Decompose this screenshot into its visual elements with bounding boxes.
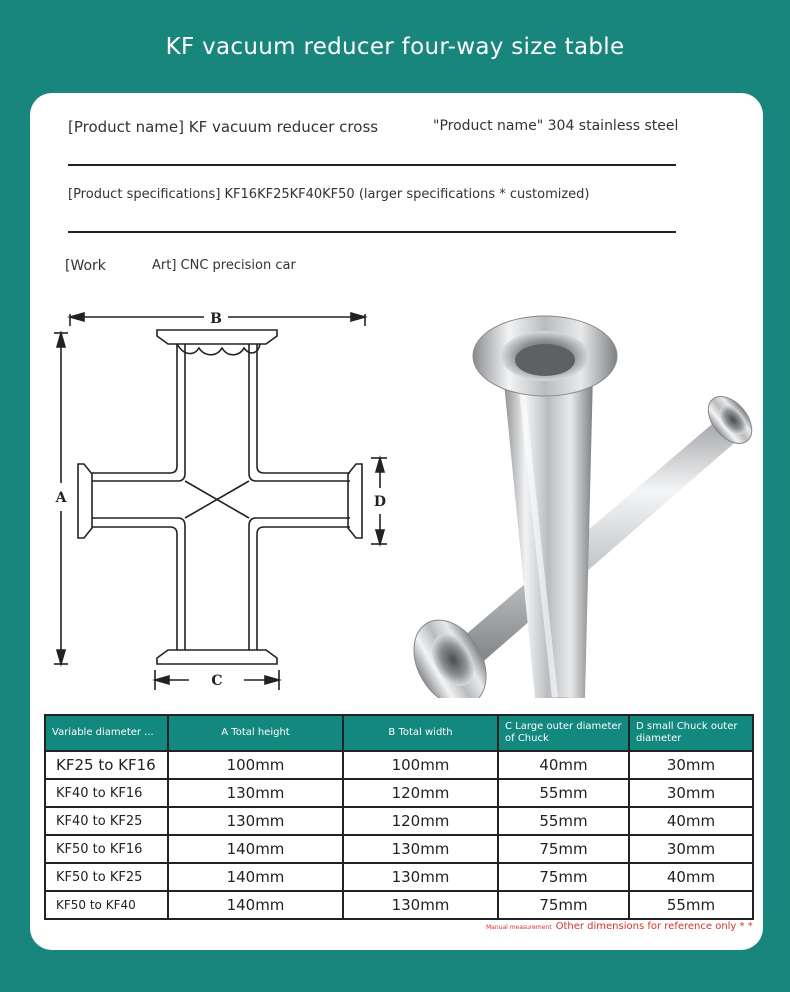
footnote bbox=[486, 921, 753, 932]
cross-diagram bbox=[44, 298, 394, 698]
label-a: A bbox=[55, 490, 67, 506]
label-c: C bbox=[211, 673, 223, 689]
product-photo bbox=[395, 298, 755, 698]
table-cell: KF50 to KF25 bbox=[45, 863, 168, 891]
table-cell: 40mm bbox=[498, 751, 629, 779]
table-row bbox=[45, 891, 753, 919]
table-cell: 75mm bbox=[498, 891, 629, 919]
table-row bbox=[45, 807, 753, 835]
table-cell: KF25 to KF16 bbox=[45, 751, 168, 779]
table-cell: 40mm bbox=[629, 807, 753, 835]
header-b-total-width: B Total width bbox=[343, 715, 498, 751]
work-label: [Work bbox=[65, 258, 106, 274]
table-cell: 30mm bbox=[629, 751, 753, 779]
header-c-large-outer-diameter: C Large outer diameter of Chuck bbox=[498, 715, 629, 751]
table-cell: KF40 to KF25 bbox=[45, 807, 168, 835]
table-cell: 75mm bbox=[498, 835, 629, 863]
specifications-text: [Product specifications] KF16KF25KF40KF50 (larger specifications * customized) bbox=[68, 187, 590, 202]
table-cell: 130mm bbox=[168, 807, 343, 835]
table-cell: 130mm bbox=[343, 863, 498, 891]
table-header-row bbox=[45, 715, 753, 751]
table-cell: 100mm bbox=[343, 751, 498, 779]
table-cell: 40mm bbox=[629, 863, 753, 891]
footnote-small: Manual measurement bbox=[486, 924, 552, 931]
table-cell: 75mm bbox=[498, 863, 629, 891]
label-d: D bbox=[373, 494, 387, 510]
table-row bbox=[45, 863, 753, 891]
table-cell: 140mm bbox=[168, 835, 343, 863]
work-value: Art] CNC precision car bbox=[152, 258, 296, 273]
table-cell: 55mm bbox=[498, 779, 629, 807]
info-card bbox=[30, 93, 763, 950]
table-cell: 30mm bbox=[629, 779, 753, 807]
product-name-text: [Product name] KF vacuum reducer cross bbox=[68, 118, 379, 136]
table-row bbox=[45, 779, 753, 807]
table-cell: 130mm bbox=[343, 891, 498, 919]
table-cell: 55mm bbox=[498, 807, 629, 835]
header-d-small-outer-diameter: D small Chuck outer diameter bbox=[629, 715, 753, 751]
table-row bbox=[45, 835, 753, 863]
material-text: "Product name" 304 stainless steel bbox=[433, 118, 679, 134]
size-table bbox=[44, 714, 754, 920]
table-cell: 140mm bbox=[168, 863, 343, 891]
table-cell: 120mm bbox=[343, 807, 498, 835]
table-cell: 30mm bbox=[629, 835, 753, 863]
table-row bbox=[45, 751, 753, 779]
table-cell: 140mm bbox=[168, 891, 343, 919]
table-cell: KF40 to KF16 bbox=[45, 779, 168, 807]
header-variable-diameter: Variable diameter ... bbox=[45, 715, 168, 751]
table-cell: 130mm bbox=[168, 779, 343, 807]
table-cell: 55mm bbox=[629, 891, 753, 919]
table-cell: 130mm bbox=[343, 835, 498, 863]
divider bbox=[68, 231, 676, 233]
label-b: B bbox=[210, 311, 222, 327]
table-cell: 120mm bbox=[343, 779, 498, 807]
table-cell: KF50 to KF40 bbox=[45, 891, 168, 919]
table-cell: KF50 to KF16 bbox=[45, 835, 168, 863]
divider bbox=[68, 164, 676, 166]
header-a-total-height: A Total height bbox=[168, 715, 343, 751]
page-title: KF vacuum reducer four-way size table bbox=[165, 34, 625, 60]
footnote-main: Other dimensions for reference only * * bbox=[555, 921, 753, 932]
table-cell: 100mm bbox=[168, 751, 343, 779]
